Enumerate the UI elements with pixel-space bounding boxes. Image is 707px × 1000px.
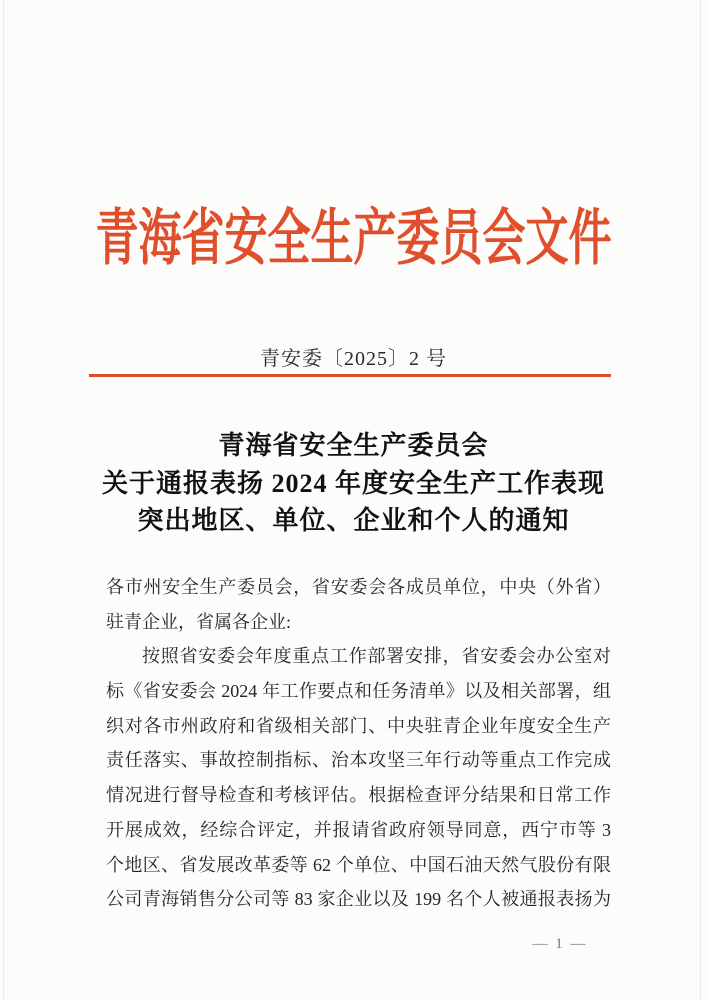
page-number: — 1 — bbox=[532, 936, 588, 952]
body-line: 个地区、省发展改革委等 62 个单位、中国石油天然气股份有限 bbox=[106, 854, 611, 875]
body-line: 开展成效，经综合评定，并报请省政府领导同意，西宁市等 3 bbox=[106, 819, 611, 840]
document-title-line-3: 突出地区、单位、企业和个人的通知 bbox=[137, 506, 570, 535]
body-line: 织对各市州政府和省级相关部门、中央驻青企业年度安全生产 bbox=[106, 715, 611, 736]
document-title-line-2: 关于通报表扬 2024 年度安全生产工作表现 bbox=[101, 468, 605, 498]
body-line: 责任落实、事故控制指标、治本攻坚三年行动等重点工作完成 bbox=[106, 750, 611, 771]
document-red-header bbox=[0, 203, 707, 277]
document-body bbox=[106, 570, 611, 917]
document-title bbox=[0, 427, 707, 540]
body-line: 公司青海销售分公司等 83 家企业以及 199 名个人被通报表扬为 bbox=[106, 889, 611, 910]
red-header-title: 青海省安全生产委员会文件 bbox=[95, 205, 612, 273]
body-line: 驻青企业，省属各企业: bbox=[106, 611, 291, 632]
red-divider-line bbox=[89, 374, 611, 377]
body-line: 标《省安委会 2024 年工作要点和任务清单》以及相关部署，组 bbox=[106, 681, 611, 702]
body-line: 按照省安委会年度重点工作部署安排，省安委会办公室对 bbox=[142, 646, 611, 667]
document-title-line-1: 青海省安全生产委员会 bbox=[218, 431, 489, 460]
body-line: 各市州安全生产委员会，省安委会各成员单位，中央（外省） bbox=[106, 577, 611, 597]
document-number: 青安委〔2025〕2 号 bbox=[260, 348, 447, 370]
body-line: 情况进行督导检查和考核评估。根据检查评分结果和日常工作 bbox=[106, 785, 611, 806]
